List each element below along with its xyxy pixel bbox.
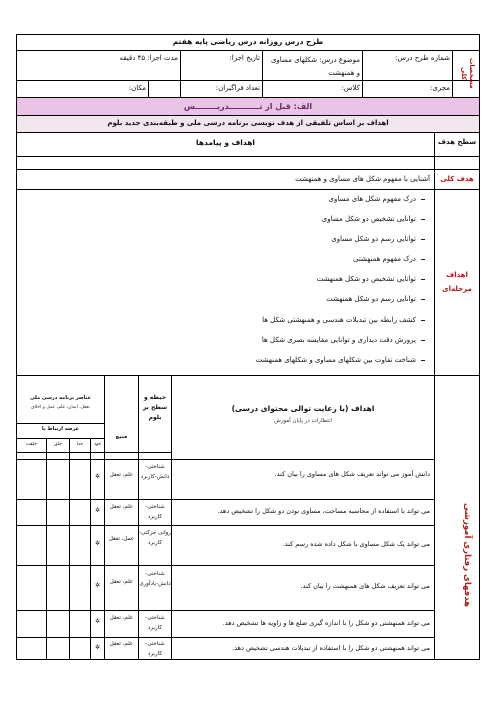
relation-col: خود bbox=[93, 442, 102, 447]
relation-col: خلقت bbox=[26, 442, 37, 447]
objective-cell: می تواند تعریف شکل های همنهشت را بیان کند. bbox=[300, 582, 430, 590]
objective-cell: می تواند با استفاده از محاسبه مساحت، مساوی بودن دو شکل را تشخیص دهد. bbox=[217, 507, 430, 515]
section-a-banner: الف: قبل از تـــــــــــدریــــــــس bbox=[183, 102, 313, 111]
stage-item: توانایی رسم دو شکل مساوی bbox=[331, 235, 416, 243]
executor-label: مجری: bbox=[430, 84, 450, 92]
bullet-dash bbox=[421, 219, 425, 220]
bullet-dash bbox=[421, 259, 425, 260]
domain-cell: علم، تعقل bbox=[109, 615, 134, 621]
section-a-subtitle: اهداف بر اساس تلفیقی از هدف نویسی برنامه درسی ملی و طبقه‌بندی جدید بلوم bbox=[107, 119, 389, 127]
learners-label: تعداد فراگیران: bbox=[215, 84, 260, 92]
level-cell: شناختی-کاربرد bbox=[145, 615, 165, 631]
topic-label: موضوع درس: شکلهای مساوی و همنهشت bbox=[270, 56, 360, 77]
domain-cell: علم، تعقل bbox=[109, 641, 134, 647]
stage-item: توانایی تشخیص دو شکل همنهشت bbox=[316, 275, 416, 283]
stage-item: شناخت تفاوت بین شکلهای مساوی و شکلهای همنهشت bbox=[255, 356, 416, 364]
bullet-dash bbox=[421, 279, 425, 280]
objective-cell: می تواند همنهشتی دو شکل را با استفاده از تبدیلات هندسی تشخیص دهد. bbox=[232, 644, 430, 652]
elements-title: عناصر برنامه درسی ملی bbox=[30, 395, 91, 401]
stage-item: درک مفهوم همنهشتی bbox=[353, 255, 416, 263]
page-title: طرح درس روزانه درس ریاضی پایه هفتم bbox=[172, 37, 324, 46]
check-mark: ✲ bbox=[94, 473, 101, 480]
level-cell: شناختی-دانش-کاربرد bbox=[140, 464, 170, 480]
elements-sub: تعقل، ایمان، علم، عمل و اخلاق bbox=[31, 405, 90, 410]
duration-label: مدت اجرا: ۴۵ دقیقه bbox=[119, 54, 178, 62]
check-mark: ✲ bbox=[94, 618, 101, 625]
level-cell: شناختی-کاربرد bbox=[145, 641, 165, 657]
overall-goal-text: آشنایی با مفهوم شکل های مساوی و همنهشت bbox=[295, 175, 430, 183]
goals-header: اهداف و پیامدها bbox=[196, 138, 255, 147]
check-mark: ✲ bbox=[94, 507, 101, 514]
relation-col: خدا bbox=[76, 442, 84, 447]
stage-goals-label: اهداف مرحله‌ای bbox=[442, 271, 472, 293]
stage-item: توانایی رسم دو شکل همنهشت bbox=[326, 295, 416, 303]
check-mark: ✲ bbox=[94, 582, 101, 589]
level-cell: روانی حرکتی-کاربرد bbox=[139, 530, 171, 546]
plan-number-label: شماره طرح درس: bbox=[395, 54, 450, 62]
overall-goal-label: هدف کلی bbox=[440, 175, 474, 183]
place-label: مکان: bbox=[128, 84, 146, 92]
stage-item: توانایی تشخیص دو شکل مساوی bbox=[321, 215, 416, 223]
domain-header: حیطه و سطح بر بلوم bbox=[142, 394, 168, 421]
class-label: کلاس: bbox=[341, 84, 360, 92]
bullet-dash bbox=[421, 199, 425, 200]
stage-item: کشف رابطه بین تبدیلات هندسی و همنهشتی شکل ها bbox=[262, 316, 416, 324]
source-header: منبع bbox=[115, 434, 128, 440]
content-title: اهداف (با رعایت توالی محتوای درسی) bbox=[231, 404, 375, 413]
bullet-dash bbox=[421, 239, 425, 240]
level-header: سطح هدف bbox=[437, 138, 477, 146]
objective-cell: می تواند یک شکل مساوی با شکل داده شده رسم کند. bbox=[282, 540, 430, 548]
objective-cell: دانش آموز می تواند تعریف شکل های مساوی را بیان کند. bbox=[274, 470, 430, 478]
domain-cell: عمل، تعقل bbox=[108, 536, 135, 542]
behavior-side-label: هدفهای رفتاری آموزشی bbox=[462, 502, 472, 608]
bullet-dash bbox=[421, 299, 425, 300]
level-cell: شناختی-کاربرد bbox=[145, 504, 165, 520]
stage-item: درک مفهوم شکل های مساوی bbox=[328, 195, 416, 203]
objective-cell: می تواند همنهشتی دو شکل را با اندازه گیری ضلع ها و زاویه ها تشخیص دهد. bbox=[222, 619, 430, 627]
relation-col: خلق bbox=[53, 442, 63, 447]
stage-item: پرورش دقت دیداری و توانایی مقایسه بصری شکل ها bbox=[261, 336, 416, 344]
check-mark: ✲ bbox=[94, 540, 101, 547]
level-cell: شناختی-دانش-یادآوری bbox=[139, 571, 171, 587]
bullet-dash bbox=[421, 320, 425, 321]
domain-cell: علم، تعقل bbox=[109, 504, 134, 510]
domain-cell: علم، تعقل bbox=[109, 579, 134, 585]
general-specs-label: مشخصات کلی bbox=[460, 58, 476, 89]
domain-cell: علم، تعقل bbox=[109, 472, 134, 478]
bullet-dash bbox=[421, 360, 425, 361]
content-sub: انتظارات در پایان آموزش bbox=[274, 418, 332, 424]
relation-header: عرصه ارتباط با bbox=[41, 426, 80, 432]
date-label: تاریخ اجرا: bbox=[229, 54, 260, 62]
check-mark: ✲ bbox=[94, 644, 101, 651]
bullet-dash bbox=[421, 340, 425, 341]
